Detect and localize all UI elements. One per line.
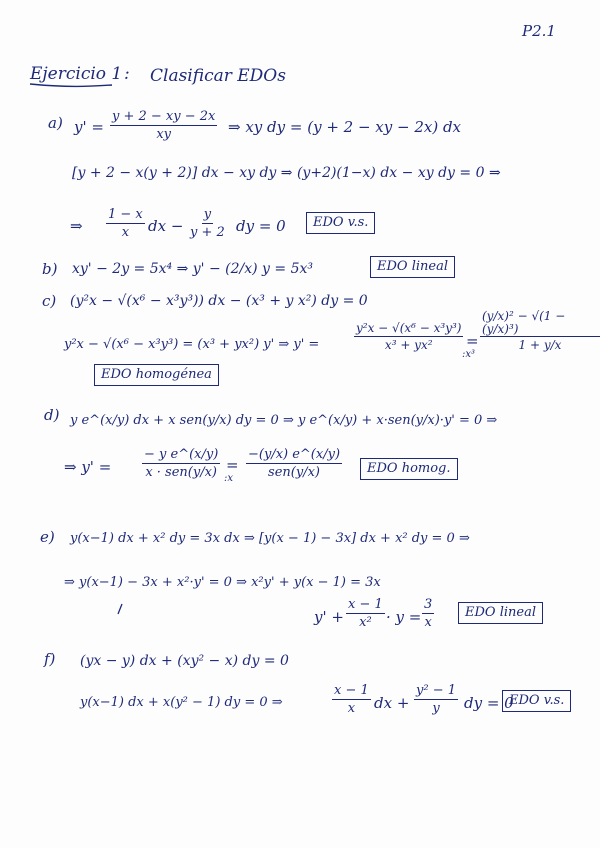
part-c-eq2-lhs: y²x − √(x⁶ − x³y³) = (x³ + yx²) y' ⇒ y' = [64, 337, 320, 352]
part-c-eq1: (y²x − √(x⁶ − x³y³)) dx − (x³ + y x²) dy = 0 [70, 293, 368, 309]
part-b-label: b) [42, 260, 58, 278]
part-e-fraction-1-num: x − 1 [348, 597, 383, 612]
part-a-fraction-1-num: y + 2 − xy − 2x [112, 109, 216, 124]
part-c-fraction-2-num: (y/x)² − √(1 − (y/x)³) [480, 310, 600, 337]
part-f-result-box: EDO v.s. [502, 690, 571, 712]
part-d-fraction-1-num: − y e^(x/y) [144, 447, 219, 462]
part-f-fraction-1-den: x [347, 700, 356, 716]
part-d-label: d) [44, 406, 60, 424]
heading-colon: : [124, 64, 130, 84]
part-a-eq3-fraction-2 [188, 208, 227, 239]
part-c-equals-note: :x³ [462, 349, 476, 360]
part-c-fraction-2-den: 1 + y/x [518, 338, 562, 353]
part-e-fraction-2-num: 3 [424, 597, 433, 612]
part-a-result-box: EDO v.s. [306, 212, 375, 234]
part-d-fraction-1 [142, 448, 220, 479]
part-d-fraction-2-den: sen(y/x) [268, 464, 320, 480]
part-e-eq3-lhs: y' + [314, 608, 344, 626]
part-c-fraction-1-num: y²x − √(x⁶ − x³y³) [356, 321, 462, 335]
part-d-fraction-2 [246, 448, 342, 479]
part-b-result-box: EDO lineal [370, 256, 455, 278]
part-f-fraction-2-num: y² − 1 [416, 683, 456, 698]
part-e-result-box: EDO lineal [458, 602, 543, 624]
title-underline [30, 84, 112, 86]
part-d-result-box: EDO homog. [360, 458, 458, 480]
part-a-eq3-end: dy = 0 [236, 217, 286, 235]
part-d-eq1: y e^(x/y) dx + x sen(y/x) dy = 0 ⇒ y e^(x/y) + x·sen(y/x)·y' = 0 ⇒ [70, 413, 498, 428]
exercise-title: Ejercicio 1 [30, 64, 123, 84]
part-a-eq3-fraction-2-num: y [203, 207, 212, 222]
part-f-label: f) [44, 650, 56, 668]
part-c-label: c) [42, 292, 57, 310]
part-d-fraction-1-den: x · sen(y/x) [145, 464, 217, 480]
part-d-equals-note: :x [224, 473, 234, 484]
part-e-fraction-2-den: x [424, 614, 432, 630]
part-d-eq2-lhs: ⇒ y' = [64, 458, 112, 476]
part-e-eq1: y(x−1) dx + x² dy = 3x dx ⇒ [y(x − 1) − 3x] dx + x² dy = 0 ⇒ [70, 531, 470, 546]
stray-mark [118, 604, 122, 614]
part-c-fraction-2 [480, 310, 600, 352]
part-e-eq3-mid: · y = [386, 608, 422, 626]
part-c-result-box: EDO homogénea [94, 364, 219, 386]
part-b-eq: xy' − 2y = 5x⁴ ⇒ y' − (2/x) y = 5x³ [72, 261, 314, 277]
part-f-fraction-2 [414, 684, 458, 715]
part-f-fraction-2-den: y [432, 700, 440, 716]
part-f-eq2-lhs: y(x−1) dx + x(y² − 1) dy = 0 ⇒ [80, 695, 283, 710]
part-a-fraction-1-den: xy [156, 126, 172, 142]
part-e-fraction-2 [422, 598, 434, 629]
part-a-eq3-fraction-1-num: 1 − x [108, 207, 143, 222]
part-f-fraction-1-num: x − 1 [334, 683, 369, 698]
exercise-subtitle: Clasificar EDOs [150, 66, 286, 86]
part-a-eq3-fraction-1-den: x [121, 224, 130, 240]
part-e-fraction-1-den: x² [359, 614, 372, 630]
part-c-fraction-1-den: x³ + yx² [384, 337, 433, 352]
part-d-equals: = [226, 456, 239, 474]
part-a-eq3-fraction-1 [106, 208, 145, 239]
part-e-fraction-1 [346, 598, 385, 629]
part-f-fraction-1 [332, 684, 371, 715]
part-d-fraction-2-num: −(y/x) e^(x/y) [248, 447, 341, 462]
part-a-fraction-1 [110, 110, 217, 141]
part-a-eq3-fraction-2-den: y + 2 [190, 224, 225, 240]
part-f-eq2-mid: dx + [374, 694, 410, 712]
part-e-eq2: ⇒ y(x−1) − 3x + x²·y' = 0 ⇒ x²y' + y(x − 1) = 3x [64, 575, 381, 590]
page-number: P2.1 [522, 22, 556, 40]
part-f-eq1: (yx − y) dx + (xy² − x) dy = 0 [80, 653, 289, 669]
part-a-eq3-arrow: ⇒ [70, 217, 83, 235]
part-c-equals: = [466, 332, 479, 350]
part-e-label: e) [40, 528, 55, 546]
part-f-eq2-end: dy = 0 [464, 694, 514, 712]
part-a-eq2: [y + 2 − x(y + 2)] dx − xy dy ⇒ (y+2)(1−x) dx − xy dy = 0 ⇒ [72, 165, 501, 181]
part-a-eq1-rhs: ⇒ xy dy = (y + 2 − xy − 2x) dx [228, 118, 462, 136]
part-a-eq1-lhs: y' = [74, 118, 104, 136]
part-a-label: a) [48, 114, 63, 132]
part-a-eq3-mid: dx − [148, 217, 184, 235]
part-c-fraction-1 [354, 322, 463, 351]
